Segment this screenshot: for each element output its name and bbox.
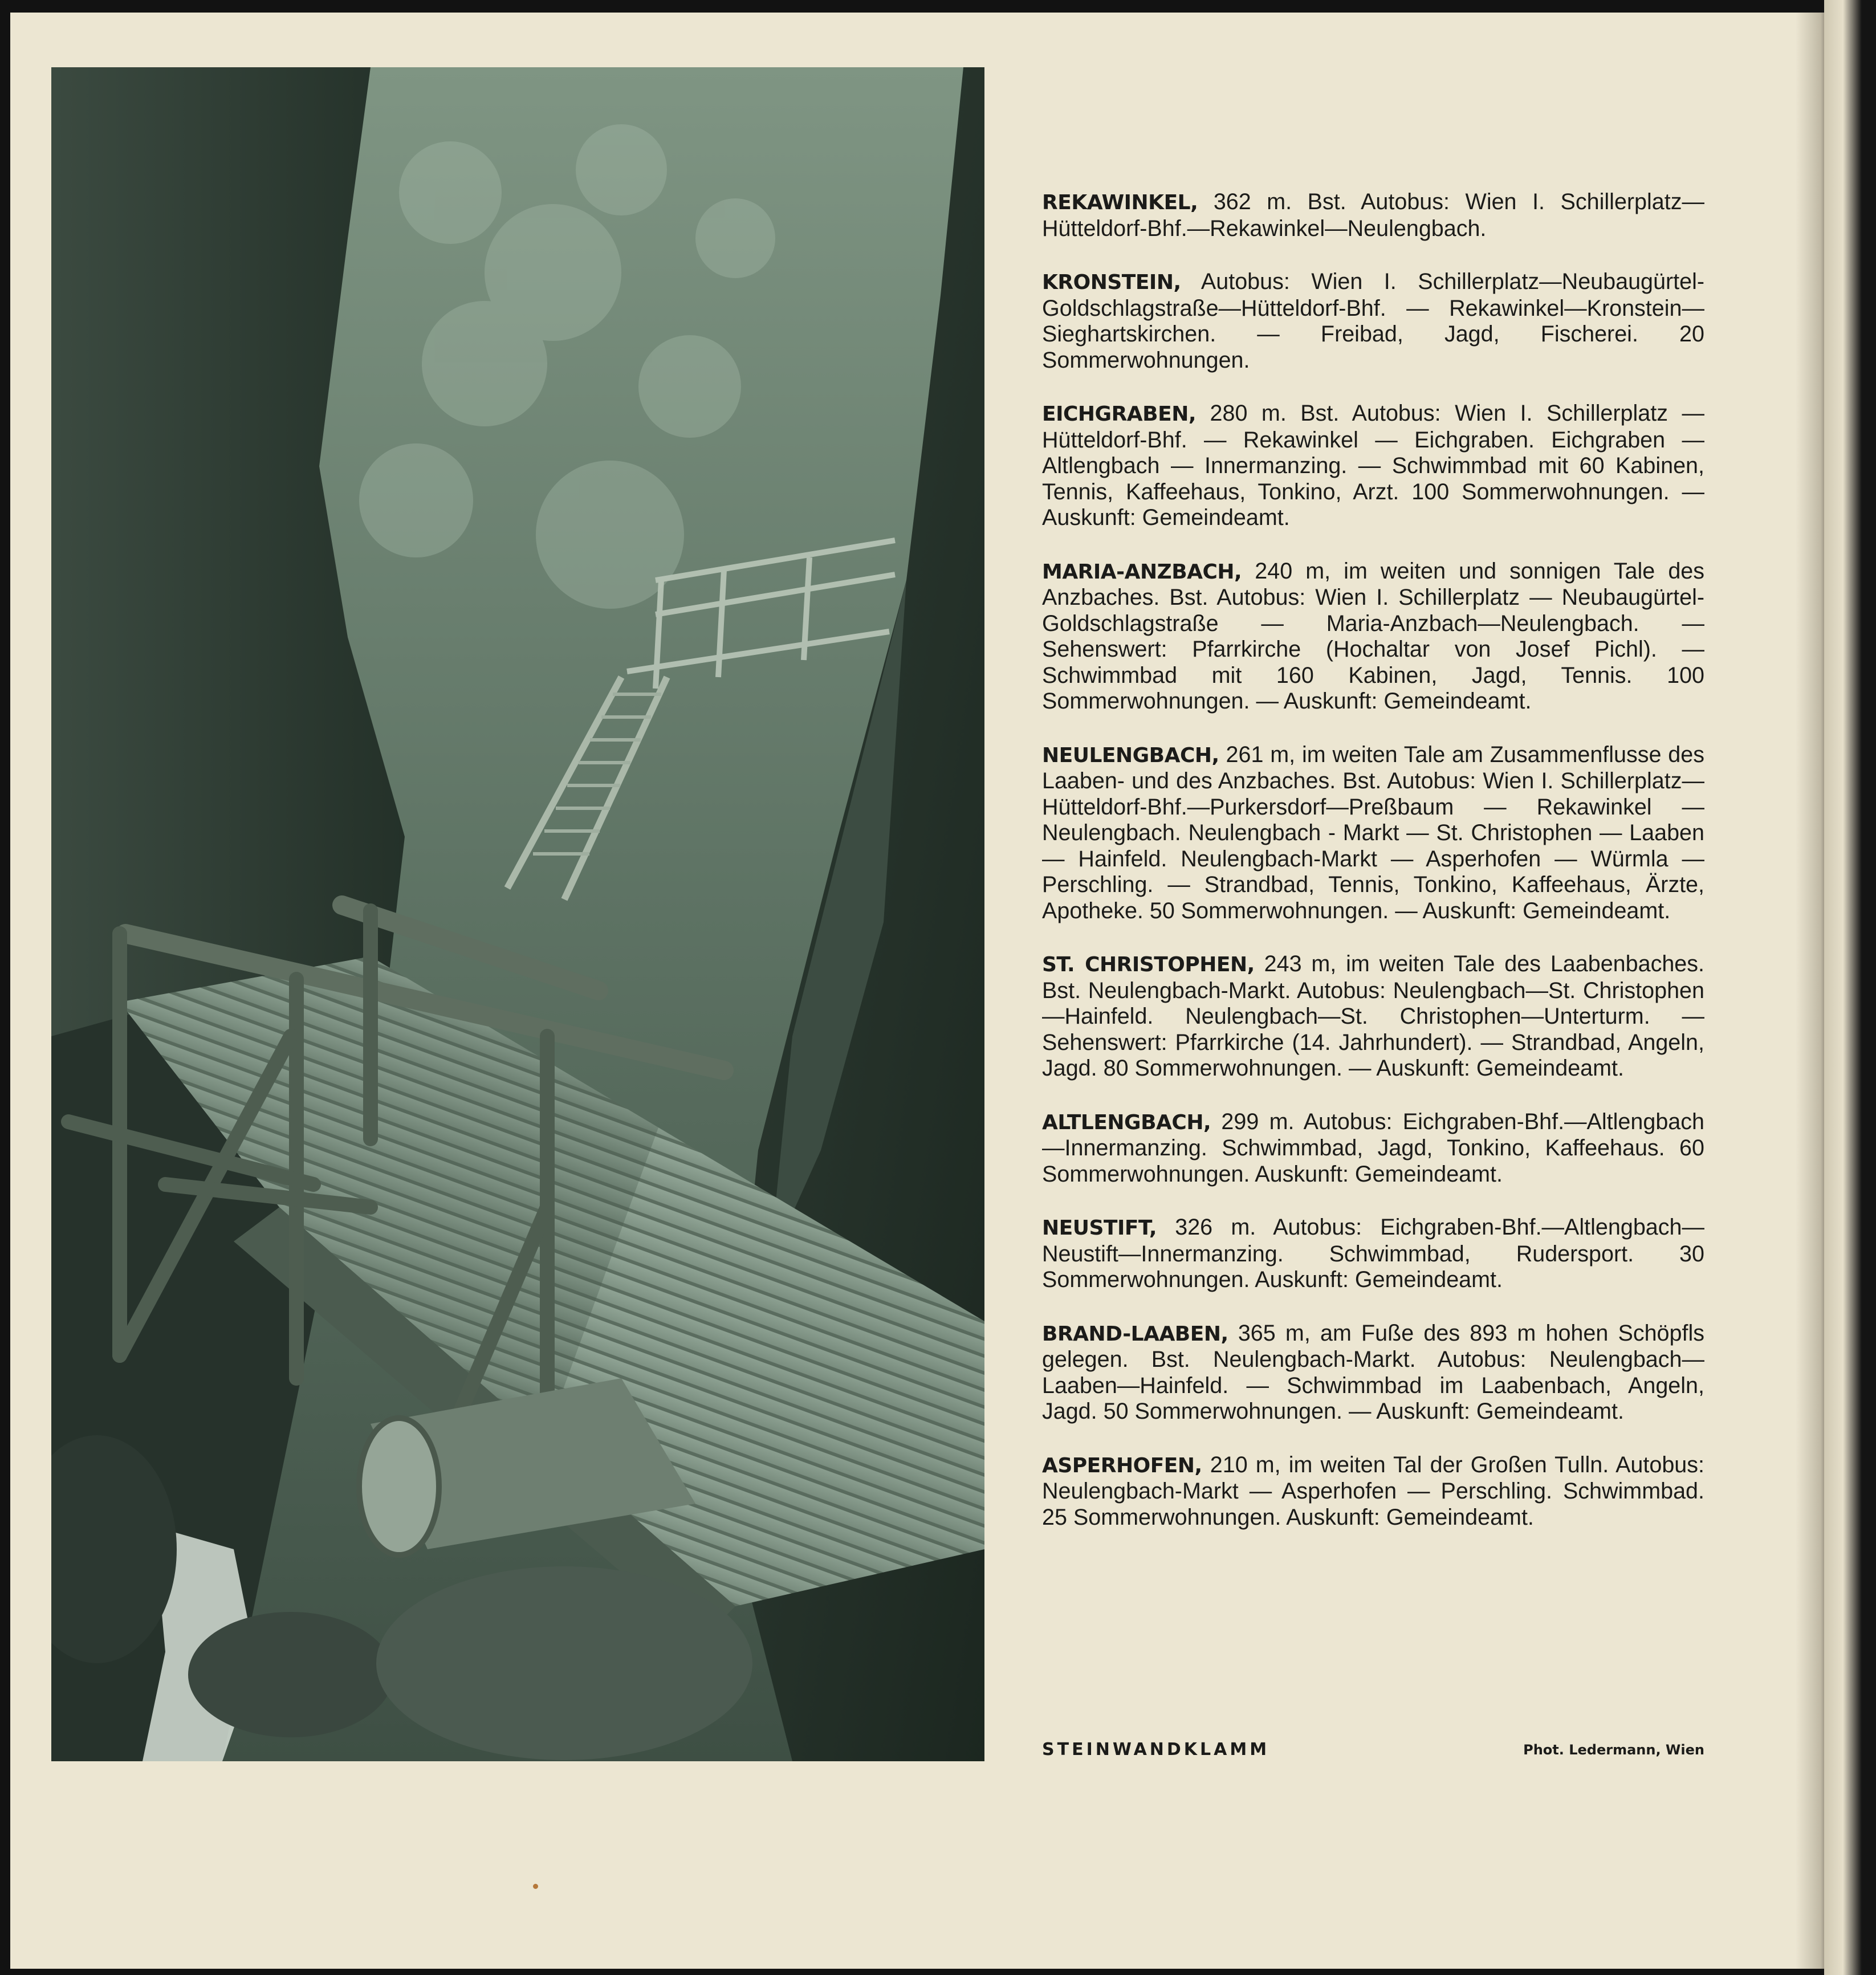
photo-credit: Phot. Ledermann, Wien: [1523, 1742, 1704, 1758]
entry-neustift: [1042, 1215, 1704, 1293]
entry-text: 365 m, am Fuße des 893 m hohen Schöpfls gelegen. Bst. Neulengbach-Markt. Autobus: Neulengbach—Laaben—Hainfeld. — Schwimmbad im Laabenbach, Angeln, Jagd. 50 Sommerwohnungen. — Auskunft: Gemeindeamt.: [1042, 1320, 1704, 1424]
entry-text: 280 m. Bst. Autobus: Wien I. Schillerplatz — Hütteldorf-Bhf. — Rekawinkel — Eichgraben. Eichgraben — Altlengbach — Innermanzing. — Schwimmbad mit 60 Kabinen, Tennis, Kaffeehaus, Tonkino, Arzt. 100 Sommerwohnungen. — Auskunft: Gemeindeamt.: [1042, 401, 1704, 530]
entry-text: 362 m. Bst. Autobus: Wien I. Schillerplatz—Hütteldorf-Bhf.—Rekawinkel—Neulengbach.: [1042, 189, 1704, 241]
entry-altlengbach: [1042, 1109, 1704, 1188]
page-edge: [1824, 0, 1876, 1975]
entry-st-christophen: [1042, 951, 1704, 1082]
entry-asperhofen: [1042, 1452, 1704, 1531]
entry-kronstein: [1042, 269, 1704, 373]
gorge-photo: [51, 67, 984, 1761]
entry-name: BRAND-LAABEN,: [1042, 1322, 1228, 1346]
entry-eichgraben: [1042, 401, 1704, 531]
caption-title: STEINWANDKLAMM: [1042, 1740, 1270, 1760]
entry-name: MARIA-ANZBACH,: [1042, 560, 1242, 584]
entry-text: 261 m, im weiten Tale am Zusammenflusse des Laaben- und des Anzbaches. Bst. Autobus: Wien I. Schillerplatz—Hütteldorf-Bhf.—Purkersdorf—Preßbaum — Rekawinkel — Neulengbach. Neulengbach - Markt — St. Christophen — Laaben — Hainfeld. Neulengbach-Markt — Asperhofen — Würmla — Perschling. — Strandbad, Tennis, Tonkino, Kaffeehaus, Ärzte, Apotheke. 50 Sommerwohnungen. — Auskunft: Gemeindeamt.: [1042, 742, 1704, 923]
entry-name: NEULENGBACH,: [1042, 743, 1219, 767]
entry-text: 326 m. Autobus: Eichgraben-Bhf.—Altlengbach—Neustift—Innermanzing. Schwimmbad, Rudersport. 30 Sommerwohnungen. Auskunft: Gemeindeamt.: [1042, 1215, 1704, 1292]
entry-name: ST. CHRISTOPHEN,: [1042, 953, 1255, 976]
entry-name: KRONSTEIN,: [1042, 271, 1181, 294]
entry-maria-anzbach: [1042, 559, 1704, 715]
entry-text: 299 m. Autobus: Eichgraben-Bhf.—Altlengbach—Innermanzing. Schwimmbad, Jagd, Tonkino, Kaffeehaus. 60 Sommerwohnungen. Auskunft: Gemeindeamt.: [1042, 1109, 1704, 1187]
entry-name: EICHGRABEN,: [1042, 402, 1197, 426]
paper-speck: [533, 1884, 538, 1889]
entry-text: 210 m, im weiten Tal der Großen Tulln. Autobus: Neulengbach-Markt — Asperhofen — Perschling. Schwimmbad. 25 Sommerwohnungen. Auskunft: Gemeindeamt.: [1042, 1452, 1704, 1530]
entry-text: Autobus: Wien I. Schillerplatz—Neubaugürtel-Goldschlagstraße—Hütteldorf-Bhf. — Rekawinkel—Kronstein—Sieghartskirchen. — Freibad, Jagd, Fischerei. 20 Sommerwohnungen.: [1042, 269, 1704, 373]
entry-name: REKAWINKEL,: [1042, 191, 1198, 214]
entry-text: 243 m, im weiten Tale des Laabenbaches. Bst. Neulengbach-Markt. Autobus: Neulengbach—St. Christophen—Hainfeld. Neulengbach—St. Christophen—Unterturm. — Sehenswert: Pfarrkirche (14. Jahrhundert). — Strandbad, Angeln, Jagd. 80 Sommerwohnungen. — Auskunft: Gemeindeamt.: [1042, 951, 1704, 1081]
photo-caption: [1042, 1740, 1704, 1762]
entry-name: NEUSTIFT,: [1042, 1216, 1157, 1240]
entry-neulengbach: [1042, 742, 1704, 925]
town-listing: [1042, 189, 1704, 1558]
entry-name: ALTLENGBACH,: [1042, 1110, 1211, 1134]
entry-text: 240 m, im weiten und sonnigen Tale des Anzbaches. Bst. Autobus: Wien I. Schillerplatz — Neubaugürtel-Goldschlagstraße — Maria-Anzbach—Neulengbach. — Sehenswert: Pfarrkirche (Hochaltar von Josef Pichl). — Schwimmbad mit 160 Kabinen, Jagd, Tennis. 100 Sommerwohnungen. — Auskunft: Gemeindeamt.: [1042, 558, 1704, 714]
entry-name: ASPERHOFEN,: [1042, 1453, 1202, 1477]
entry-rekawinkel: [1042, 189, 1704, 242]
steinwandklamm-photo: [51, 67, 984, 1761]
page-gutter-shadow: [1796, 13, 1827, 1969]
entry-brand-laaben: [1042, 1321, 1704, 1425]
